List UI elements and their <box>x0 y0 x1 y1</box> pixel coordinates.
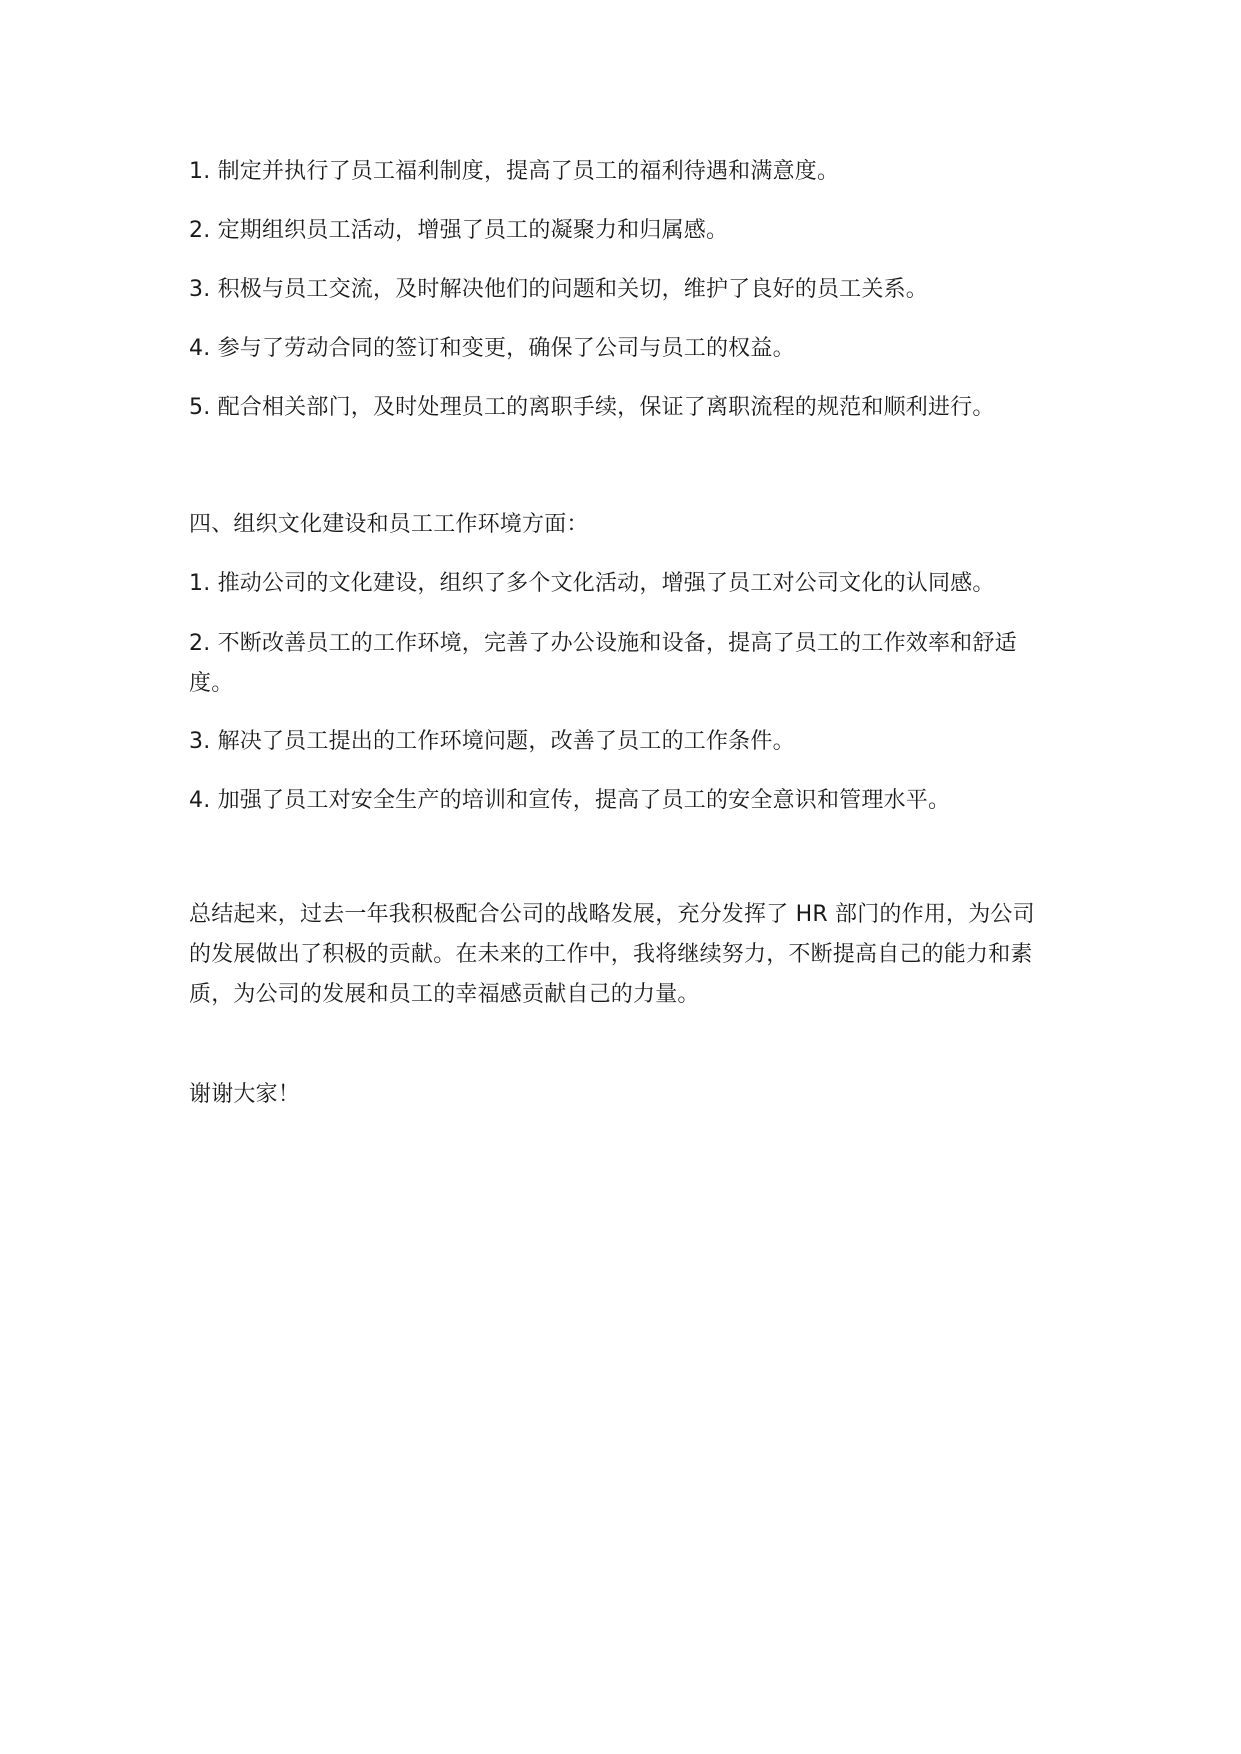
section3-item-2: 2. 定期组织员工活动，增强了员工的凝聚力和归属感。 <box>189 218 729 243</box>
section4-heading: 四、组织文化建设和员工工作环境方面： <box>189 512 589 537</box>
section3-item-5: 5. 配合相关部门，及时处理员工的离职手续，保证了离职流程的规范和顺利进行。 <box>189 395 995 420</box>
section4-item-2: 2. 不断改善员工的工作环境，完善了办公设施和设备，提高了员工的工作效率和舒适度。 <box>189 631 1017 696</box>
summary-paragraph: 总结起来，过去一年我积极配合公司的战略发展，充分发挥了 HR 部门的作用，为公司的发展做出了积极的贡献。在未来的工作中，我将继续努力，不断提高自己的能力和素质，为公司的发展和员工的幸福感贡献自己的力量。 <box>189 902 1035 1007</box>
closing-line: 谢谢大家！ <box>189 1082 301 1107</box>
section4-item-1: 1. 推动公司的文化建设，组织了多个文化活动，增强了员工对公司文化的认同感。 <box>189 571 995 596</box>
section3-item-3: 3. 积极与员工交流，及时解决他们的问题和关切，维护了良好的员工关系。 <box>189 277 928 302</box>
section4-item-4: 4. 加强了员工对安全生产的培训和宣传，提高了员工的安全意识和管理水平。 <box>189 788 951 813</box>
section4-item-3: 3. 解决了员工提出的工作环境问题，改善了员工的工作条件。 <box>189 729 795 754</box>
section3-item-4: 4. 参与了劳动合同的签订和变更，确保了公司与员工的权益。 <box>189 336 795 361</box>
section3-item-1: 1. 制定并执行了员工福利制度，提高了员工的福利待遇和满意度。 <box>189 159 840 184</box>
